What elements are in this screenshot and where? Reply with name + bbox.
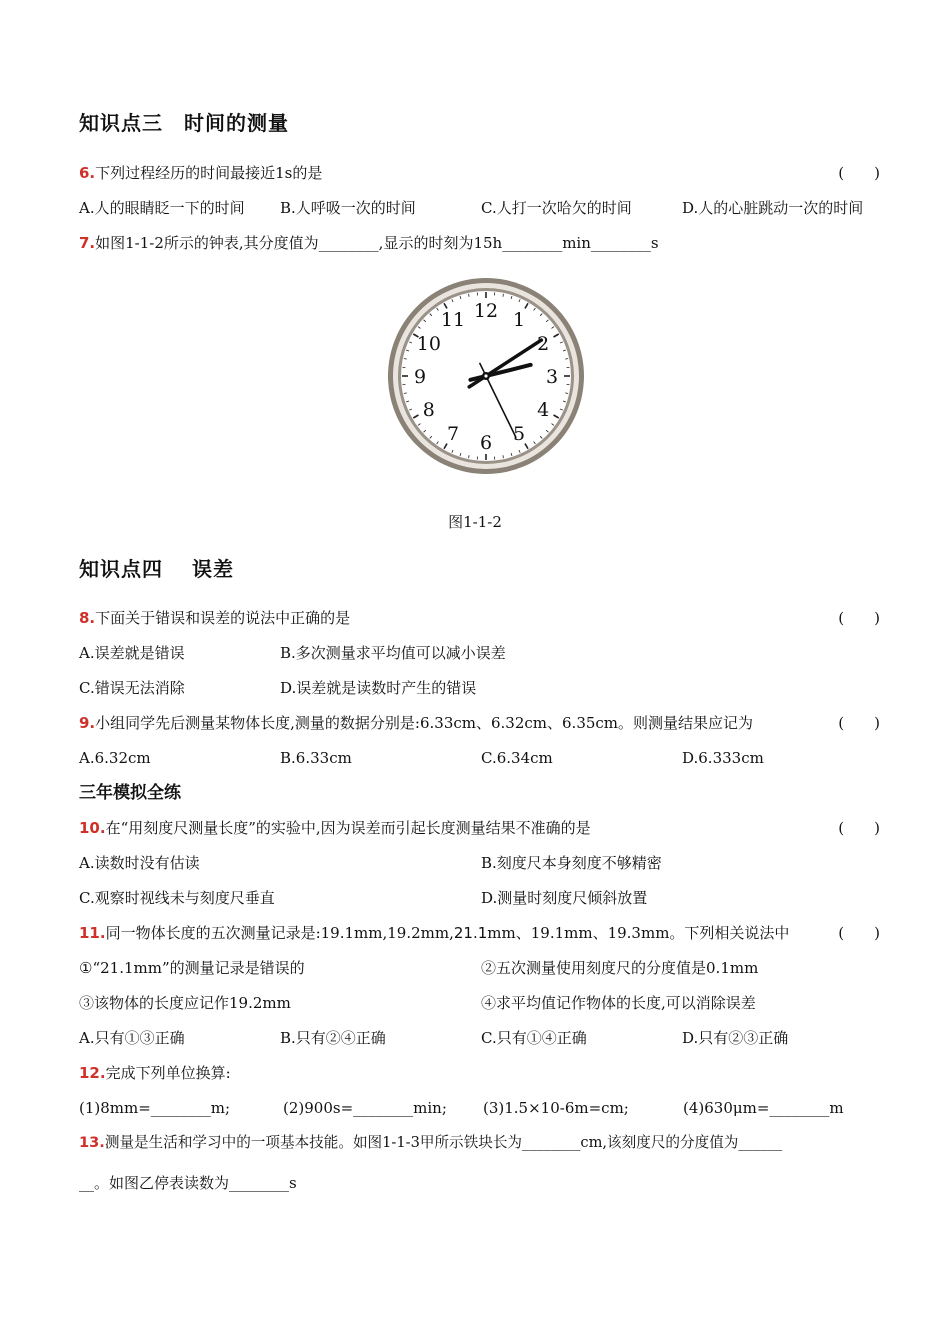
- option-c: C.人打一次哈欠的时间: [481, 199, 632, 217]
- clock-numeral: 11: [440, 308, 466, 331]
- option-a: A.只有①③正确: [79, 1029, 185, 1047]
- option-d: D.只有②③正确: [682, 1029, 789, 1047]
- clock-numeral: 3: [545, 366, 559, 388]
- question-text: 下列过程经历的时间最接近1s的是: [95, 164, 323, 182]
- option-b: B.6.33cm: [280, 749, 352, 767]
- option-b: B.刻度尺本身刻度不够精密: [481, 854, 662, 872]
- question-number: 11.: [79, 924, 106, 942]
- question-10: [79, 818, 591, 838]
- question-text-part-a: 同一物体长度的五次测量记录是:19.1mm,19.2mm,: [105, 924, 454, 942]
- question-number: 6.: [79, 164, 96, 182]
- clock-numeral: 4: [537, 399, 550, 421]
- option-b: B.多次测量求平均值可以减小误差: [280, 644, 506, 662]
- conversion-item-4: (4)630μm=________m: [683, 1099, 844, 1117]
- clock-svg: [386, 276, 586, 476]
- question-text: 下面关于错误和误差的说法中正确的是: [95, 609, 351, 627]
- option-b: B.只有②④正确: [280, 1029, 386, 1047]
- option-a: A.人的眼睛眨一下的时间: [79, 199, 245, 217]
- statement-3: ③该物体的长度应记作19.2mm: [79, 994, 291, 1012]
- conversion-item-1: (1)8mm=________m;: [79, 1099, 231, 1117]
- clock-numeral: 12: [473, 300, 499, 322]
- clock-numeral: 10: [416, 333, 441, 355]
- option-c: C.错误无法消除: [79, 679, 185, 697]
- question-8: [79, 608, 350, 628]
- answer-bracket: ( ): [838, 819, 880, 837]
- question-12: [79, 1063, 231, 1083]
- option-b: B.人呼吸一次的时间: [280, 199, 416, 217]
- option-d: D.误差就是读数时产生的错误: [280, 679, 477, 697]
- question-6: [79, 163, 322, 183]
- clock-numeral: 5: [512, 423, 526, 446]
- question-text: 在“用刻度尺测量长度”的实验中,因为误差而引起长度测量结果不准确的是: [105, 819, 591, 837]
- option-d: D.测量时刻度尺倾斜放置: [481, 889, 648, 907]
- clock-numeral: 1: [512, 308, 526, 331]
- answer-bracket: ( ): [838, 924, 880, 942]
- option-a: A.误差就是错误: [79, 644, 185, 662]
- option-d: D.人的心脏跳动一次的时间: [682, 199, 864, 217]
- question-13: [79, 1133, 782, 1153]
- clock-center-cap: [484, 374, 487, 377]
- clock-figure: [386, 276, 586, 476]
- question-text: 完成下列单位换算:: [105, 1064, 231, 1082]
- question-9: [79, 713, 753, 733]
- statement-4: ④求平均值记作物体的长度,可以消除误差: [481, 994, 756, 1012]
- conversion-item-2: (2)900s=________min;: [283, 1099, 447, 1117]
- answer-bracket: ( ): [838, 164, 880, 182]
- statement-2: ②五次测量使用刻度尺的分度值是0.1mm: [481, 959, 759, 977]
- question-number: 9.: [79, 714, 96, 732]
- option-c: C.6.34cm: [481, 749, 553, 767]
- option-a: A.读数时没有估读: [79, 854, 200, 872]
- clock-numeral: 2: [537, 333, 550, 355]
- option-a: A.6.32cm: [79, 749, 151, 767]
- figure-caption: 图1-1-2: [448, 513, 502, 531]
- question-11: [79, 923, 789, 943]
- question-number: 8.: [79, 609, 96, 627]
- option-c: C.观察时视线未与刻度尺垂直: [79, 889, 275, 907]
- clock-numeral: 7: [446, 423, 460, 446]
- question-text: 小组同学先后测量某物体长度,测量的数据分别是:6.33cm、6.32cm、6.35cm。则测量结果应记为: [95, 714, 754, 732]
- question-number: 10.: [79, 819, 106, 837]
- question-text: 如图1-1-2所示的钟表,其分度值为________,显示的时刻为15h________min________s: [95, 234, 659, 252]
- answer-bracket: ( ): [838, 609, 880, 627]
- option-d: D.6.333cm: [682, 749, 764, 767]
- question-text: 测量是生活和学习中的一项基本技能。如图1-1-3甲所示铁块长为________cm,该刻度尺的分度值为______: [104, 1134, 783, 1151]
- question-7: [79, 233, 659, 253]
- question-text-part-c: mm、19.1mm、19.3mm。下列相关说法中: [487, 924, 790, 942]
- section-heading-practice: 三年模拟全练: [79, 783, 181, 803]
- conversion-item-3: (3)1.5×10-6m=cm;: [483, 1099, 629, 1117]
- question-13-continued: __。如图乙停表读数为________s: [79, 1174, 297, 1192]
- question-number: 12.: [79, 1064, 106, 1082]
- option-c: C.只有①④正确: [481, 1029, 587, 1047]
- clock-numeral: 6: [479, 432, 493, 454]
- statement-1: ①“21.1mm”的测量记录是错误的: [79, 959, 305, 977]
- clock-numeral: 9: [413, 366, 427, 388]
- question-number: 13.: [79, 1134, 105, 1151]
- clock-numeral: 8: [422, 399, 435, 421]
- section-heading-time-measurement: 知识点三 时间的测量: [79, 111, 289, 135]
- question-text-highlight: 21.1: [453, 924, 488, 942]
- section-heading-error: 知识点四 误差: [79, 557, 234, 581]
- answer-bracket: ( ): [838, 714, 880, 732]
- question-number: 7.: [79, 234, 96, 252]
